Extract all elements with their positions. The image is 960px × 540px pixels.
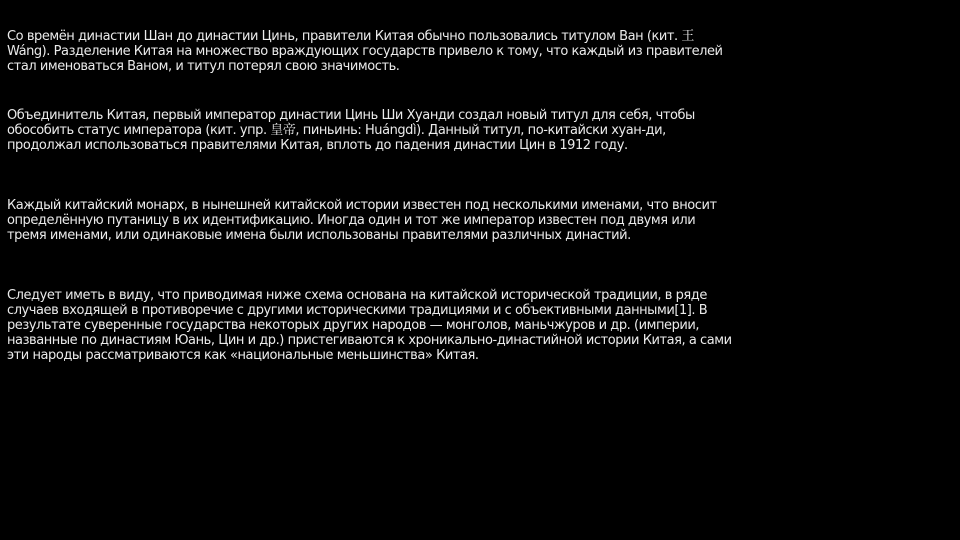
paragraph-huangdi-title: Объединитель Китая, первый император династии Цинь Ши Хуанди создал новый титул для себя, чтобы обособить статус императора (кит. упр. 皇帝, пиньинь: Huángdì). Данный титул, по-китайски хуан-ди, продолжал использоваться правителями Китая, вплоть до падения династии Цин в 1912 году. <box>7 108 695 153</box>
paragraph-wang-title: Со времён династии Шан до династии Цинь, правители Китая обычно пользовались титулом Ван (кит. 王 Wáng). Разделение Китая на множество враждующих государств привело к тому, что каждый из правителей стал именоваться Ваном, и титул потерял свою значимость. <box>7 29 723 74</box>
paragraph-monarch-names: Каждый китайский монарх, в нынешней китайской истории известен под несколькими именами, что вносит определённую путаницу в их идентификацию. Иногда один и тот же император известен под двумя или тремя именами, или одинаковые имена были использованы правителями различных династий. <box>7 198 717 243</box>
paragraph-historical-note: Следует иметь в виду, что приводимая ниже схема основана на китайской исторической традиции, в ряде случаев входящей в противоречие с другими историческими традициями и с объективными данными[1]. В результате суверенные государства некоторых других народов — монголов, маньчжуров и др. (империи, названные по династиям Юань, Цин и др.) пристегиваются к хроникально-династийной истории Китая, а сами эти народы рассматриваются как «национальные меньшинства» Китая. <box>7 288 732 363</box>
